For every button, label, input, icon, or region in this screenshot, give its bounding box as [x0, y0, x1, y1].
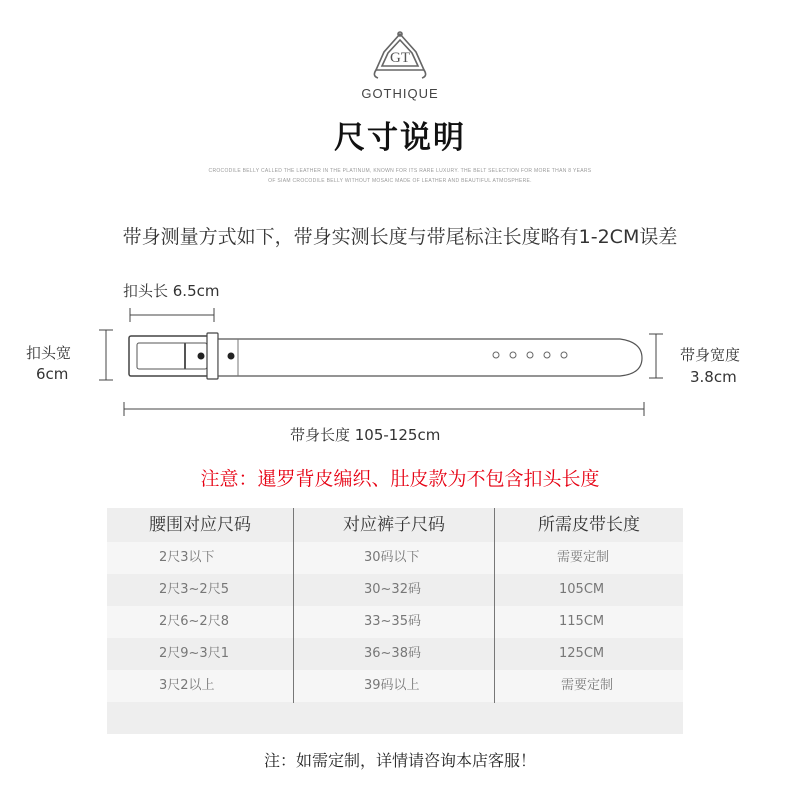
belt-hole-2	[510, 352, 516, 358]
warning-note: 注意：暹罗背皮编织、肚皮款为不包含扣头长度	[200, 468, 600, 490]
table-cell-length: 115CM	[559, 614, 605, 629]
table-cell-waist: 2尺9~3尺1	[159, 646, 229, 661]
buckle-length-label: 扣头长 6.5cm	[123, 282, 220, 300]
page-title: 尺寸说明	[334, 120, 466, 156]
brand-logo-icon	[370, 30, 430, 86]
table-cell-pants: 30码以下	[364, 550, 420, 565]
table-row	[107, 574, 683, 606]
table-header-waist: 腰围对应尺码	[149, 515, 251, 535]
table-cell-pants: 39码以上	[364, 678, 420, 693]
table-cell-pants: 36~38码	[364, 646, 421, 661]
table-cell-waist: 3尺2以上	[159, 678, 215, 693]
table-cell-length: 105CM	[559, 582, 605, 597]
buckle-width-label: 扣头宽	[26, 344, 72, 362]
table-header-belt-length: 所需皮带长度	[538, 515, 640, 535]
rivet-1	[198, 353, 205, 360]
measurement-note: 带身测量方式如下，带身实测长度与带尾标注长度略有1-2CM误差	[122, 226, 678, 248]
size-table	[107, 508, 683, 734]
buckle	[129, 333, 218, 379]
table-divider	[494, 508, 495, 703]
belt-hole-4	[544, 352, 550, 358]
buckle-width-value: 6cm	[36, 365, 69, 383]
table-row	[107, 606, 683, 638]
custom-order-note: 注：如需定制，详情请咨询本店客服！	[263, 751, 536, 770]
tagline-line-2: OF SIAM CROCODILE BELLY WITHOUT MOSAIC MADE OF LEATHER AND BEAUTIFUL ATMOSPHERE.	[268, 178, 532, 184]
table-cell-pants: 30~32码	[364, 582, 421, 597]
table-divider	[293, 508, 294, 703]
table-cell-length: 需要定制	[557, 550, 610, 565]
belt-strap	[218, 339, 642, 376]
strap-length-label: 带身长度 105-125cm	[290, 426, 441, 444]
rivet-2	[228, 353, 235, 360]
table-cell-length: 需要定制	[561, 678, 614, 693]
table-row	[107, 542, 683, 574]
table-row	[107, 670, 683, 702]
belt-hole-5	[561, 352, 567, 358]
table-cell-waist: 2尺3以下	[159, 550, 215, 565]
belt-hole-1	[493, 352, 499, 358]
brand-name: GOTHIQUE	[361, 86, 439, 101]
tagline-line-1: CROCODILE BELLY CALLED THE LEATHER IN THE PLATINUM, KNOWN FOR ITS RARE LUXURY. THE BELT SELECTION FOR MORE THAN 8 YEARS	[208, 168, 592, 174]
table-cell-waist: 2尺6~2尺8	[159, 614, 229, 629]
table-cell-length: 125CM	[559, 646, 605, 661]
table-cell-pants: 33~35码	[364, 614, 421, 629]
logo-monogram: GT	[390, 50, 410, 66]
belt-hole-3	[527, 352, 533, 358]
strap-width-value: 3.8cm	[690, 368, 737, 386]
belt-diagram	[0, 270, 800, 450]
table-header-pants: 对应裤子尺码	[343, 515, 445, 535]
strap-width-label: 带身宽度	[680, 346, 741, 364]
table-cell-waist: 2尺3~2尺5	[159, 582, 229, 597]
table-row	[107, 638, 683, 670]
